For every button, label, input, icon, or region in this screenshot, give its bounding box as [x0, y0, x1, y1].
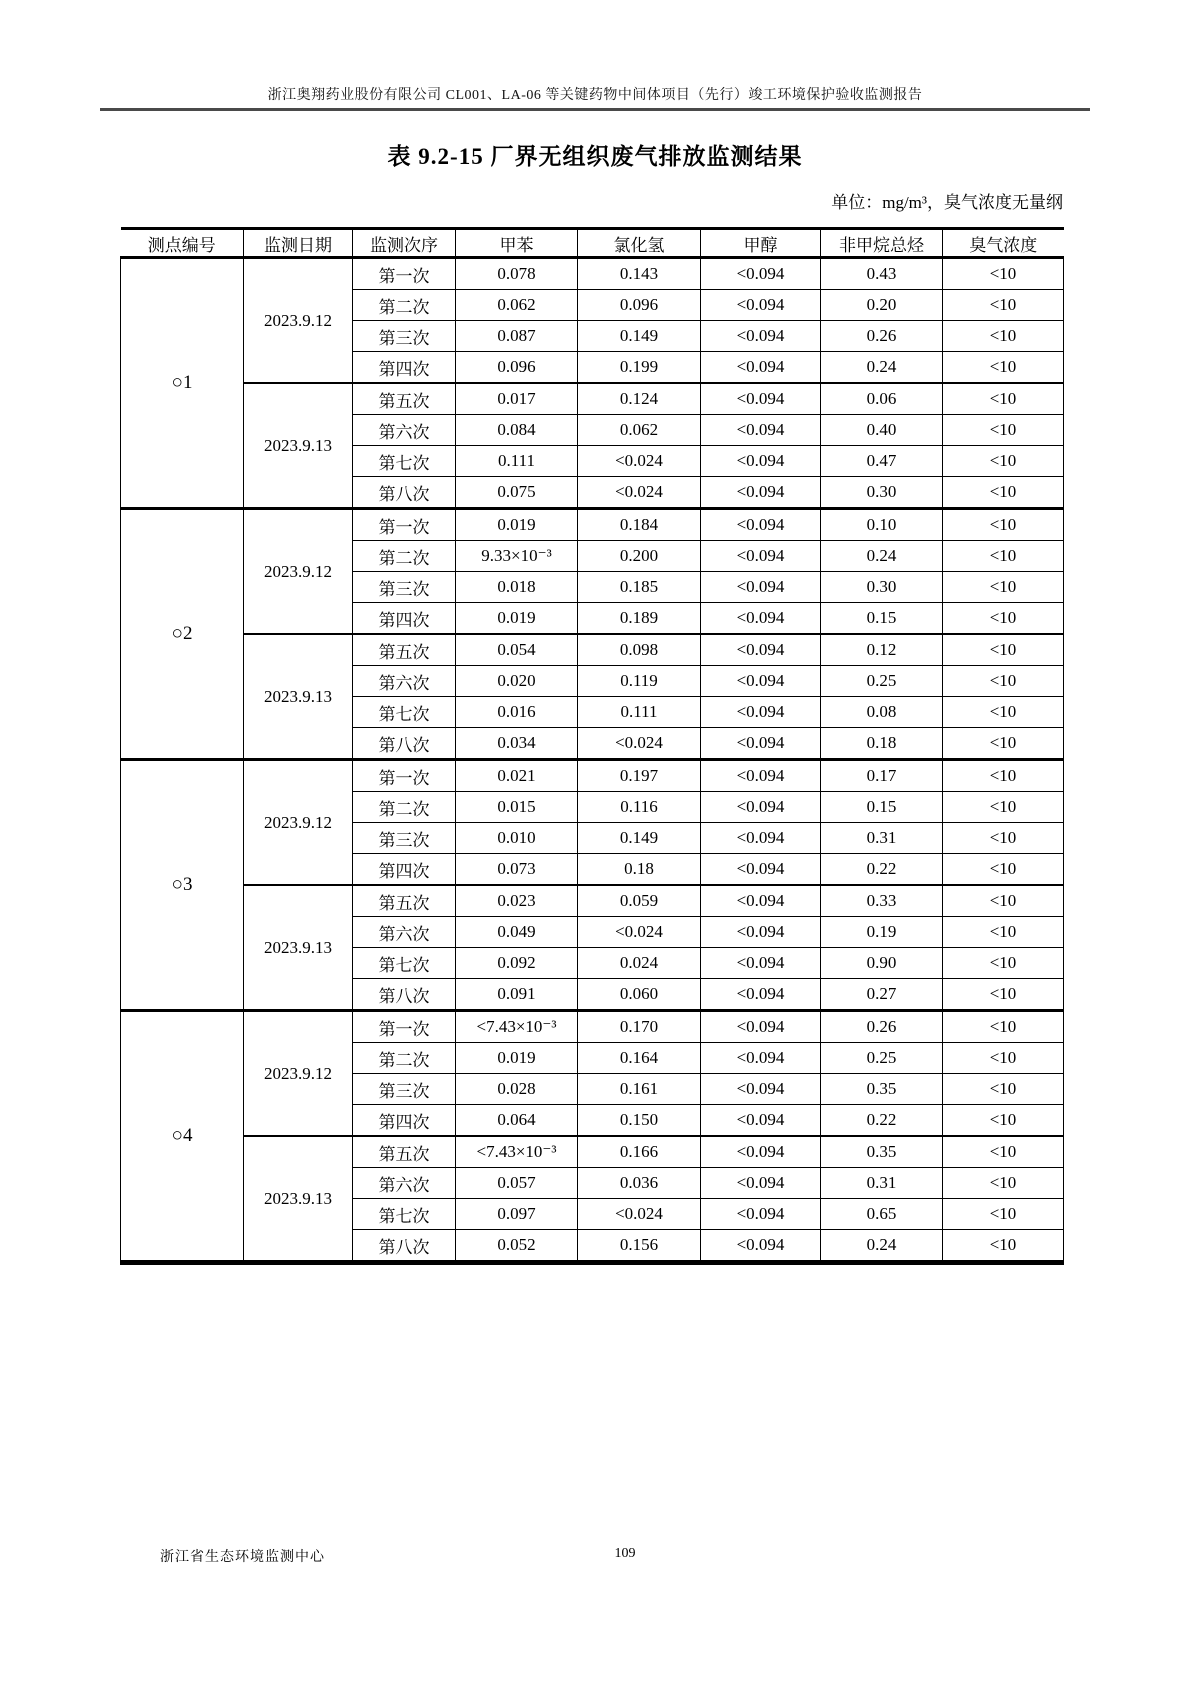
cell-value: 0.049 — [456, 917, 578, 948]
cell-sequence: 第五次 — [353, 1136, 456, 1168]
cell-value: 0.019 — [456, 603, 578, 635]
table-row — [121, 258, 1064, 290]
cell-value: 0.43 — [821, 258, 943, 290]
header-rule — [100, 108, 1090, 111]
cell-value: <10 — [943, 1043, 1064, 1074]
cell-value: 0.35 — [821, 1074, 943, 1105]
cell-sequence: 第八次 — [353, 728, 456, 760]
cell-value: <0.024 — [578, 1199, 701, 1230]
cell-value: 0.31 — [821, 1168, 943, 1199]
cell-monitoring-date: 2023.9.13 — [244, 634, 353, 760]
cell-value: <0.094 — [701, 948, 821, 979]
cell-value: 9.33×10⁻³ — [456, 541, 578, 572]
cell-value: 0.021 — [456, 760, 578, 792]
cell-value: 0.08 — [821, 697, 943, 728]
cell-value: <10 — [943, 446, 1064, 477]
cell-sequence: 第七次 — [353, 1199, 456, 1230]
cell-value: 0.111 — [578, 697, 701, 728]
cell-monitoring-date: 2023.9.12 — [244, 760, 353, 886]
cell-sequence: 第三次 — [353, 321, 456, 352]
cell-value: <0.094 — [701, 885, 821, 917]
cell-value: <0.094 — [701, 1199, 821, 1230]
cell-value: <10 — [943, 1011, 1064, 1043]
cell-value: 0.092 — [456, 948, 578, 979]
cell-value: <0.094 — [701, 1011, 821, 1043]
cell-value: <10 — [943, 352, 1064, 384]
table-row — [121, 1011, 1064, 1043]
cell-value: 0.019 — [456, 509, 578, 541]
cell-value: 0.26 — [821, 1011, 943, 1043]
cell-value: 0.124 — [578, 383, 701, 415]
cell-value: <10 — [943, 760, 1064, 792]
cell-sequence: 第三次 — [353, 572, 456, 603]
cell-value: <0.094 — [701, 854, 821, 886]
cell-value: 0.166 — [578, 1136, 701, 1168]
column-header: 甲苯 — [456, 229, 578, 258]
cell-value: 0.184 — [578, 509, 701, 541]
cell-value: <10 — [943, 917, 1064, 948]
cell-value: <0.094 — [701, 1074, 821, 1105]
cell-value: <10 — [943, 792, 1064, 823]
cell-value: <10 — [943, 415, 1064, 446]
cell-value: 0.111 — [456, 446, 578, 477]
cell-value: 0.023 — [456, 885, 578, 917]
cell-value: <0.094 — [701, 572, 821, 603]
cell-value: 0.47 — [821, 446, 943, 477]
cell-value: <0.094 — [701, 383, 821, 415]
cell-sequence: 第一次 — [353, 258, 456, 290]
cell-value: <0.094 — [701, 1136, 821, 1168]
cell-sequence: 第三次 — [353, 823, 456, 854]
cell-value: <10 — [943, 509, 1064, 541]
cell-value: <10 — [943, 634, 1064, 666]
cell-value: <0.094 — [701, 697, 821, 728]
cell-sequence: 第一次 — [353, 509, 456, 541]
cell-value: 0.65 — [821, 1199, 943, 1230]
cell-value: 0.25 — [821, 1043, 943, 1074]
cell-value: <10 — [943, 603, 1064, 635]
cell-value: 0.170 — [578, 1011, 701, 1043]
cell-value: <10 — [943, 1230, 1064, 1263]
cell-value: <10 — [943, 948, 1064, 979]
cell-value: 0.084 — [456, 415, 578, 446]
cell-value: <0.094 — [701, 1168, 821, 1199]
cell-value: 0.015 — [456, 792, 578, 823]
cell-sequence: 第一次 — [353, 1011, 456, 1043]
cell-value: 0.059 — [578, 885, 701, 917]
cell-sequence: 第四次 — [353, 352, 456, 384]
cell-value: 0.200 — [578, 541, 701, 572]
cell-value: <10 — [943, 1074, 1064, 1105]
cell-value: 0.31 — [821, 823, 943, 854]
column-header: 氯化氢 — [578, 229, 701, 258]
cell-value: <10 — [943, 572, 1064, 603]
cell-value: <0.094 — [701, 603, 821, 635]
cell-value: 0.189 — [578, 603, 701, 635]
cell-value: <0.094 — [701, 446, 821, 477]
cell-value: 0.185 — [578, 572, 701, 603]
cell-sequence: 第五次 — [353, 383, 456, 415]
cell-value: 0.119 — [578, 666, 701, 697]
page-header: 浙江奥翔药业股份有限公司 CL001、LA-06 等关键药物中间体项目（先行）竣工环境保护验收监测报告 — [267, 88, 923, 103]
cell-value: <0.094 — [701, 917, 821, 948]
cell-value: <10 — [943, 290, 1064, 321]
cell-value: <10 — [943, 1168, 1064, 1199]
cell-sequence: 第五次 — [353, 885, 456, 917]
cell-value: <0.094 — [701, 290, 821, 321]
cell-value: 0.034 — [456, 728, 578, 760]
cell-value: 0.054 — [456, 634, 578, 666]
cell-value: 0.091 — [456, 979, 578, 1011]
cell-sequence: 第二次 — [353, 792, 456, 823]
cell-sequence: 第六次 — [353, 1168, 456, 1199]
unit-note: 单位：mg/m³，臭气浓度无量纲 — [831, 193, 1063, 212]
cell-sequence: 第六次 — [353, 917, 456, 948]
cell-value: 0.40 — [821, 415, 943, 446]
column-header: 臭气浓度 — [943, 229, 1064, 258]
cell-value: 0.22 — [821, 1105, 943, 1137]
cell-value: 0.017 — [456, 383, 578, 415]
cell-monitoring-point: ○3 — [121, 760, 244, 1011]
cell-value: <10 — [943, 666, 1064, 697]
cell-value: <10 — [943, 541, 1064, 572]
cell-value: 0.30 — [821, 572, 943, 603]
cell-value: <0.094 — [701, 1043, 821, 1074]
cell-value: 0.149 — [578, 321, 701, 352]
cell-monitoring-point: ○2 — [121, 509, 244, 760]
cell-value: 0.024 — [578, 948, 701, 979]
cell-value: <10 — [943, 321, 1064, 352]
cell-value: <0.094 — [701, 1105, 821, 1137]
cell-value: 0.060 — [578, 979, 701, 1011]
cell-value: 0.052 — [456, 1230, 578, 1263]
cell-value: <10 — [943, 728, 1064, 760]
cell-value: 0.078 — [456, 258, 578, 290]
cell-value: 0.149 — [578, 823, 701, 854]
cell-value: <0.094 — [701, 666, 821, 697]
cell-value: 0.15 — [821, 603, 943, 635]
cell-value: 0.096 — [456, 352, 578, 384]
cell-value: 0.018 — [456, 572, 578, 603]
cell-value: <0.094 — [701, 541, 821, 572]
page-title: 表 9.2-15 厂界无组织废气排放监测结果 — [387, 144, 803, 169]
cell-value: 0.10 — [821, 509, 943, 541]
cell-value: <0.094 — [701, 823, 821, 854]
cell-value: 0.156 — [578, 1230, 701, 1263]
cell-value: 0.087 — [456, 321, 578, 352]
cell-value: 0.27 — [821, 979, 943, 1011]
cell-sequence: 第三次 — [353, 1074, 456, 1105]
cell-value: 0.20 — [821, 290, 943, 321]
cell-sequence: 第二次 — [353, 1043, 456, 1074]
cell-value: 0.019 — [456, 1043, 578, 1074]
cell-value: <0.094 — [701, 728, 821, 760]
cell-value: 0.062 — [578, 415, 701, 446]
cell-value: 0.90 — [821, 948, 943, 979]
column-header: 监测次序 — [353, 229, 456, 258]
cell-value: 0.064 — [456, 1105, 578, 1137]
cell-value: <10 — [943, 854, 1064, 886]
cell-value: <0.024 — [578, 917, 701, 948]
cell-value: <0.094 — [701, 415, 821, 446]
cell-value: <7.43×10⁻³ — [456, 1136, 578, 1168]
cell-value: <0.024 — [578, 446, 701, 477]
cell-value: 0.057 — [456, 1168, 578, 1199]
table-row — [121, 1136, 1064, 1168]
cell-value: 0.143 — [578, 258, 701, 290]
cell-value: <0.094 — [701, 509, 821, 541]
cell-value: <0.094 — [701, 634, 821, 666]
cell-value: 0.24 — [821, 541, 943, 572]
cell-sequence: 第二次 — [353, 541, 456, 572]
cell-value: 0.020 — [456, 666, 578, 697]
cell-sequence: 第二次 — [353, 290, 456, 321]
cell-sequence: 第六次 — [353, 666, 456, 697]
cell-value: 0.161 — [578, 1074, 701, 1105]
column-header: 非甲烷总烃 — [821, 229, 943, 258]
cell-sequence: 第四次 — [353, 1105, 456, 1137]
cell-value: 0.062 — [456, 290, 578, 321]
table-row — [121, 383, 1064, 415]
cell-monitoring-date: 2023.9.12 — [244, 509, 353, 635]
cell-value: 0.06 — [821, 383, 943, 415]
cell-value: 0.199 — [578, 352, 701, 384]
cell-value: <10 — [943, 885, 1064, 917]
cell-monitoring-point: ○1 — [121, 258, 244, 509]
cell-monitoring-date: 2023.9.13 — [244, 383, 353, 509]
cell-value: 0.26 — [821, 321, 943, 352]
table-row — [121, 509, 1064, 541]
cell-sequence: 第五次 — [353, 634, 456, 666]
cell-value: 0.098 — [578, 634, 701, 666]
cell-value: 0.028 — [456, 1074, 578, 1105]
cell-value: 0.150 — [578, 1105, 701, 1137]
cell-value: <0.094 — [701, 760, 821, 792]
footer-organization: 浙江省生态环境监测中心 — [160, 1550, 325, 1565]
cell-value: 0.33 — [821, 885, 943, 917]
cell-value: 0.075 — [456, 477, 578, 509]
cell-value: <10 — [943, 697, 1064, 728]
cell-value: 0.197 — [578, 760, 701, 792]
cell-value: 0.25 — [821, 666, 943, 697]
cell-value: 0.24 — [821, 352, 943, 384]
cell-value: <10 — [943, 258, 1064, 290]
cell-sequence: 第七次 — [353, 446, 456, 477]
cell-value: <10 — [943, 477, 1064, 509]
column-header: 测点编号 — [121, 229, 244, 258]
cell-value: <0.094 — [701, 258, 821, 290]
cell-value: 0.24 — [821, 1230, 943, 1263]
page-number: 109 — [614, 1546, 636, 1561]
cell-value: <0.024 — [578, 728, 701, 760]
cell-value: <0.094 — [701, 352, 821, 384]
cell-value: <10 — [943, 1199, 1064, 1230]
column-header: 监测日期 — [244, 229, 353, 258]
cell-value: 0.35 — [821, 1136, 943, 1168]
cell-value: <10 — [943, 979, 1064, 1011]
cell-sequence: 第八次 — [353, 1230, 456, 1263]
cell-value: 0.097 — [456, 1199, 578, 1230]
monitoring-results-table — [120, 227, 1064, 1265]
cell-value: 0.12 — [821, 634, 943, 666]
cell-monitoring-date: 2023.9.12 — [244, 258, 353, 384]
table-body — [121, 258, 1064, 1263]
cell-value: <0.094 — [701, 792, 821, 823]
cell-value: <10 — [943, 383, 1064, 415]
cell-value: 0.30 — [821, 477, 943, 509]
cell-sequence: 第七次 — [353, 948, 456, 979]
cell-sequence: 第七次 — [353, 697, 456, 728]
cell-value: <0.094 — [701, 477, 821, 509]
table-row — [121, 760, 1064, 792]
table-row — [121, 885, 1064, 917]
cell-value: <7.43×10⁻³ — [456, 1011, 578, 1043]
cell-value: 0.036 — [578, 1168, 701, 1199]
cell-value: 0.164 — [578, 1043, 701, 1074]
cell-value: 0.073 — [456, 854, 578, 886]
cell-sequence: 第一次 — [353, 760, 456, 792]
cell-value: 0.17 — [821, 760, 943, 792]
cell-value: 0.096 — [578, 290, 701, 321]
cell-value: <0.094 — [701, 979, 821, 1011]
cell-value: <0.094 — [701, 321, 821, 352]
cell-monitoring-date: 2023.9.13 — [244, 1136, 353, 1263]
cell-value: <10 — [943, 1105, 1064, 1137]
cell-value: 0.18 — [821, 728, 943, 760]
cell-value: 0.18 — [578, 854, 701, 886]
cell-monitoring-date: 2023.9.13 — [244, 885, 353, 1011]
table-header-row — [121, 229, 1064, 258]
cell-value: 0.016 — [456, 697, 578, 728]
cell-value: 0.22 — [821, 854, 943, 886]
cell-sequence: 第四次 — [353, 854, 456, 886]
cell-monitoring-date: 2023.9.12 — [244, 1011, 353, 1137]
cell-value: 0.15 — [821, 792, 943, 823]
cell-monitoring-point: ○4 — [121, 1011, 244, 1263]
cell-value: <10 — [943, 823, 1064, 854]
cell-value: <10 — [943, 1136, 1064, 1168]
cell-value: <0.094 — [701, 1230, 821, 1263]
cell-sequence: 第八次 — [353, 477, 456, 509]
cell-sequence: 第四次 — [353, 603, 456, 635]
cell-value: 0.116 — [578, 792, 701, 823]
cell-sequence: 第八次 — [353, 979, 456, 1011]
cell-value: 0.010 — [456, 823, 578, 854]
column-header: 甲醇 — [701, 229, 821, 258]
cell-sequence: 第六次 — [353, 415, 456, 446]
cell-value: <0.024 — [578, 477, 701, 509]
cell-value: 0.19 — [821, 917, 943, 948]
table-row — [121, 634, 1064, 666]
